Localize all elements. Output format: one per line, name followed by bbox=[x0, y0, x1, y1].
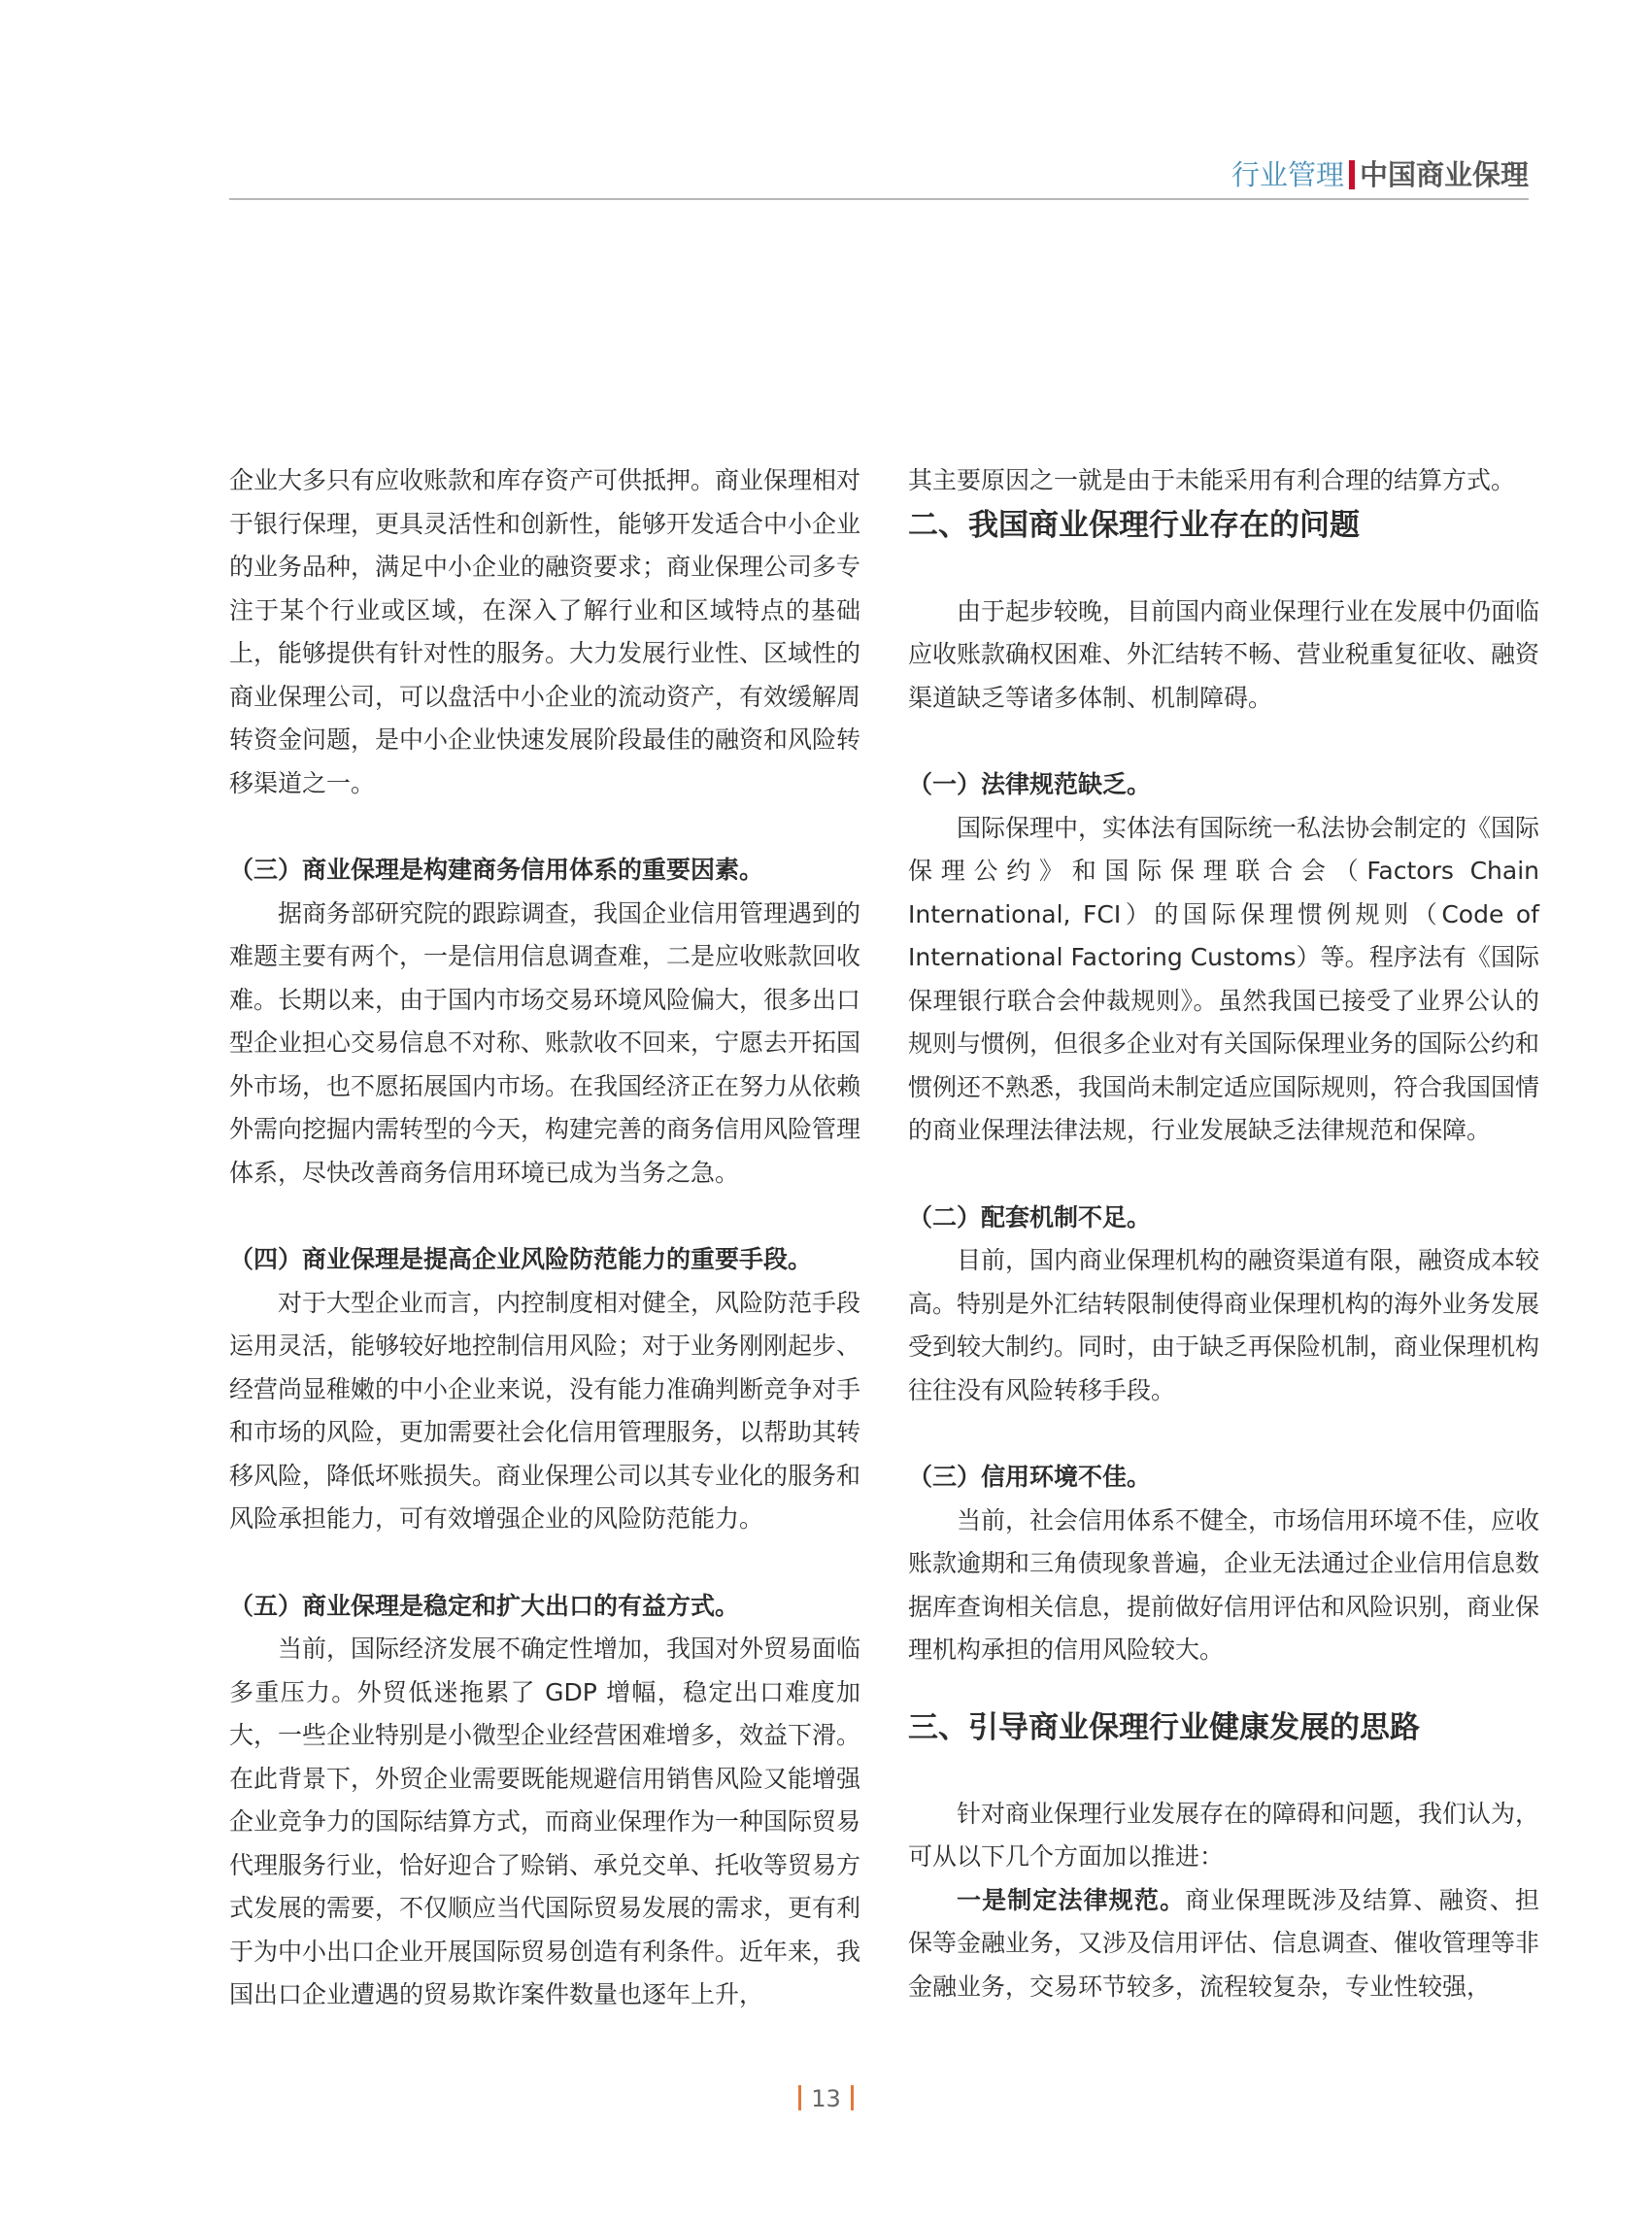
paragraph: 对于大型企业而言，内控制度相对健全，风险防范手段运用灵活，能够较好地控制信用风险；对于业务刚刚起步、经营尚显稚嫩的中小企业来说，没有能力准确判断竞争对手和市场的风险，更加需要社会化信用管理服务，以帮助其转移风险，降低坏账损失。商业保理公司以其专业化的服务和风险承担能力，可有效增强企业的风险防范能力。 bbox=[229, 1288, 861, 1533]
paragraph: 当前，国际经济发展不确定性增加，我国对外贸易面临多重压力。外贸低迷拖累了 GDP 增幅，稳定出口难度加大，一些企业特别是小微型企业经营困难增多，效益下滑。在此背景下，外贸企业需要既能规避信用销售风险又能增强企业竞争力的国际结算方式，而商业保理作为一种国际贸易代理服务行业，恰好迎合了赊销、承兑交单、托收等贸易方式发展的需要，不仅顺应当代国际贸易发展的需求，更有利于为中小出口企业开展国际贸易创造有利条件。近年来，我国出口企业遭遇的贸易欺诈案件数量也逐年上升， bbox=[229, 1635, 861, 2008]
header-title bbox=[1231, 153, 1529, 193]
left-column bbox=[229, 459, 860, 2017]
paragraph: 企业大多只有应收账款和库存资产可供抵押。商业保理相对于银行保理，更具灵活性和创新性，能够开发适合中小企业的业务品种，满足中小企业的融资要求；商业保理公司多专注于某个行业或区域，在深入了解行业和区域特点的基础上，能够提供有针对性的服务。大力发展行业性、区域性的商业保理公司，可以盘活中小企业的流动资产，有效缓解周转资金问题，是中小企业快速发展阶段最佳的融资和风险转移渠道之一。 bbox=[229, 466, 861, 797]
header-magazine-name: 中国商业保理 bbox=[1359, 158, 1529, 191]
section-heading: （三）商业保理是构建商务信用体系的重要因素。 bbox=[229, 856, 764, 884]
header-rule bbox=[229, 198, 1529, 200]
section-heading: （二）配套机制不足。 bbox=[908, 1202, 1152, 1231]
footer-bar-left bbox=[798, 2085, 801, 2110]
paragraph: 其主要原因之一就是由于未能采用有利合理的结算方式。 bbox=[908, 466, 1516, 494]
section-heading: （四）商业保理是提高企业风险防范能力的重要手段。 bbox=[229, 1245, 813, 1273]
lead-phrase: 一是制定法律规范。 bbox=[957, 1885, 1186, 1914]
section-heading: （三）信用环境不佳。 bbox=[908, 1463, 1152, 1491]
right-column bbox=[908, 459, 1539, 2008]
paragraph: 针对商业保理行业发展存在的障碍和问题，我们认为，可从以下几个方面加以推进： bbox=[908, 1799, 1540, 1871]
footer-bar-right bbox=[851, 2085, 854, 2110]
page-footer bbox=[0, 2085, 1652, 2112]
page-number: 13 bbox=[811, 2085, 841, 2112]
paragraph-text: 商业保理既涉及结算、融资、担保等金融业务，又涉及信用评估、信息调查、催收管理等非金融业务，交易环节较多，流程较复杂，专业性较强， bbox=[908, 1885, 1540, 2001]
header-red-bar bbox=[1349, 160, 1355, 189]
paragraph: 当前，社会信用体系不健全，市场信用环境不佳，应收账款逾期和三角债现象普遍，企业无法通过企业信用信息数据库查询相关信息，提前做好信用评估和风险识别，商业保理机构承担的信用风险较大。 bbox=[908, 1505, 1540, 1664]
paragraph: 由于起步较晚，目前国内商业保理行业在发展中仍面临应收账款确权困难、外汇结转不畅、营业税重复征收、融资渠道缺乏等诸多体制、机制障碍。 bbox=[908, 596, 1540, 712]
section-heading: （五）商业保理是稳定和扩大出口的有益方式。 bbox=[229, 1591, 740, 1620]
section-heading: （一）法律规范缺乏。 bbox=[908, 770, 1152, 798]
chapter-heading: 二、我国商业保理行业存在的问题 bbox=[908, 507, 1360, 543]
paragraph: 目前，国内商业保理机构的融资渠道有限，融资成本较高。特别是外汇结转限制使得商业保理机构的海外业务发展受到较大制约。同时，由于缺乏再保险机制，商业保理机构往往没有风险转移手段。 bbox=[908, 1246, 1540, 1404]
paragraph bbox=[908, 1879, 1539, 2009]
running-header bbox=[229, 146, 1529, 200]
header-section-label: 行业管理 bbox=[1231, 158, 1344, 191]
paragraph: 据商务部研究院的跟踪调查，我国企业信用管理遇到的难题主要有两个，一是信用信息调查难，二是应收账款回收难。长期以来，由于国内市场交易环境风险偏大，很多出口型企业担心交易信息不对称、账款收不回来，宁愿去开拓国外市场，也不愿拓展国内市场。在我国经济正在努力从依赖外需向挖掘内需转型的今天，构建完善的商务信用风险管理体系，尽快改善商务信用环境已成为当务之急。 bbox=[229, 898, 861, 1187]
chapter-heading: 三、引导商业保理行业健康发展的思路 bbox=[908, 1709, 1420, 1745]
paragraph: 国际保理中，实体法有国际统一私法协会制定的《国际保理公约》和国际保理联合会（Factors Chain International, FCI）的国际保理惯例规则（Code of International Factoring Customs）等。程序法有《国际保理银行联合会仲裁规则》。虽然我国已接受了业界公认的规则与惯例，但很多企业对有关国际保理业务的国际公约和惯例还不熟悉，我国尚未制定适应国际规则，符合我国国情的商业保理法律法规，行业发展缺乏法律规范和保障。 bbox=[908, 813, 1540, 1144]
